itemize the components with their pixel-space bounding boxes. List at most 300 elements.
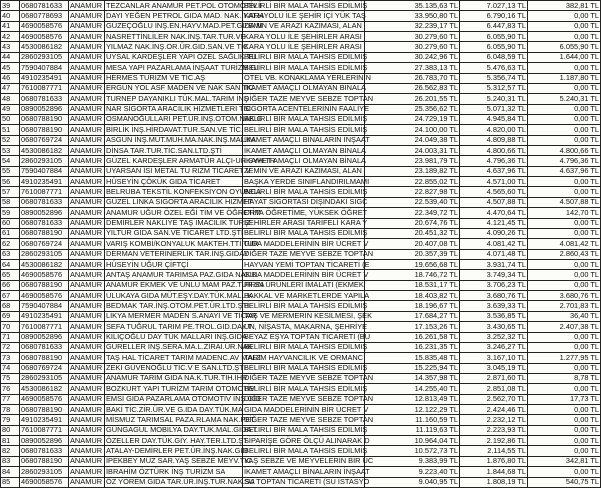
district-cell: ANAMUR <box>69 42 105 52</box>
activity-cell: BELİRLİ BİR MALA TAHSİS EDİLMİŞ <box>244 52 368 62</box>
table-row <box>1 477 601 487</box>
table-row <box>1 94 601 104</box>
tax-2-cell: 1.277,95 TL <box>528 353 601 363</box>
row-number-cell: 57 <box>1 187 20 197</box>
tax-number-cell: 0680788190 <box>20 125 69 135</box>
table-row <box>1 405 601 415</box>
tax-number-cell: 4530086182 <box>20 146 69 156</box>
company-name-cell: TURNEP DAYANIKLI TÜK.MAL.TARIM İNŞ <box>106 93 249 103</box>
table-row <box>1 63 601 73</box>
table-row <box>1 104 601 114</box>
tax-2-cell: 0,00 TL <box>528 436 601 446</box>
row-number-cell: 81 <box>1 436 20 446</box>
tax-number-cell: 0890052896 <box>20 208 69 218</box>
district-cell: ANAMUR <box>69 446 105 456</box>
district-cell: ANAMUR <box>69 156 105 166</box>
activity-cell: DİĞER TAZE MEYVE SEBZE TOPTAN <box>244 249 374 259</box>
tax-number-cell: 0680788190 <box>20 228 69 238</box>
company-name-cell: GÜRELLER İNŞ.SERA.MA.L.ZİRAİ.ÜR.NAK <box>106 342 253 352</box>
company-name-cell: ÖZELLER DAY.TÜK.GİY. HAY.TER.LTD.ŞT <box>106 435 248 445</box>
district-cell: ANAMUR <box>69 218 105 228</box>
activity-cell: BELİRLİ BİR MALA TAHSİS EDİLMİŞ <box>244 124 368 134</box>
amount-cell: 9.040,95 TL <box>365 477 460 487</box>
tax-1-cell: 6.055,90 TL <box>460 32 528 42</box>
tax-1-cell: 3.706,23 TL <box>460 280 528 290</box>
table-row <box>1 425 601 435</box>
district-cell: ANAMUR <box>69 83 105 93</box>
district-cell: ANAMUR <box>69 208 105 218</box>
table-row <box>1 332 601 342</box>
tax-number-cell: 0680788190 <box>20 405 69 415</box>
row-number-cell: 54 <box>1 156 20 166</box>
activity-cell: SU TOPTAN TİCARETİ (SU İSTASYO <box>244 477 370 487</box>
table-row <box>1 114 601 124</box>
tax-2-cell: 0,00 TL <box>528 135 601 145</box>
tax-2-cell: 0,00 TL <box>528 114 601 124</box>
district-cell: ANAMUR <box>69 425 105 435</box>
tax-1-cell: 2.223,93 TL <box>460 425 528 435</box>
tax-1-cell: 4.809,88 TL <box>460 135 528 145</box>
tax-number-cell: 7610087771 <box>20 322 69 332</box>
activity-cell: UN, NİŞASTA, MAKARNA, ŞEHRİYE <box>244 321 368 331</box>
activity-cell: FIRIN ÜRÜNLERİ İMALATI (EKMEK <box>244 280 364 290</box>
district-cell: ANAMUR <box>69 373 105 383</box>
row-number-cell: 72 <box>1 342 20 352</box>
row-number-cell: 42 <box>1 32 20 42</box>
table-row <box>1 291 601 301</box>
table-row <box>1 446 601 456</box>
company-name-cell: BEDMAK TAR.İNŞ.OTOM.PET.ÜR.LTD.ŞTİ. <box>106 300 252 310</box>
row-number-cell: 83 <box>1 456 20 466</box>
amount-cell: 30.279,60 TL <box>365 32 460 42</box>
amount-cell: 12.122,29 TL <box>365 405 460 415</box>
company-name-cell: HÜSEYİN UĞUR ÇİFTÇİ <box>105 259 243 269</box>
table-row <box>1 156 601 166</box>
company-name-cell: OSMANOĞULLARI PET.ÜR.İNŞ.OTOM.NAK.G <box>106 114 263 124</box>
company-name-cell: NASRETTİNLİLER NAK.İNŞ.TAR.TUR.VE <box>106 31 246 41</box>
tax-number-cell: 4530086182 <box>20 259 69 269</box>
amount-cell: 11.119,63 TL <box>365 425 460 435</box>
tax-number-cell: 0680769724 <box>20 363 69 373</box>
table-row <box>1 146 601 156</box>
row-number-cell: 78 <box>1 405 20 415</box>
district-cell: ANAMUR <box>69 73 105 83</box>
row-number-cell: 50 <box>1 114 20 124</box>
tax-2-cell: 0,00 TL <box>528 259 601 269</box>
company-name-cell: MİSMUZ TARIMSAL PAZA.RLAMA NAK.PET. <box>106 414 257 424</box>
amount-cell: 22.539,40 TL <box>365 197 460 207</box>
tax-2-cell: 0,00 TL <box>528 21 601 31</box>
table-row <box>1 280 601 290</box>
district-cell: ANAMUR <box>69 239 105 249</box>
district-cell: ANAMUR <box>69 187 105 197</box>
table-row <box>1 11 601 21</box>
activity-cell: TAŞ VE MERMERİN KESİLMESİ, ŞEK <box>244 311 372 321</box>
activity-cell: ŞEHİRLER ARASI TARİFELİ KARA Y <box>244 218 368 228</box>
amount-cell: 23.981,79 TL <box>365 156 460 166</box>
activity-cell: BELİRLİ BİR MALA TAHSİS EDİLMİŞ <box>244 0 368 10</box>
row-number-cell: 75 <box>1 373 20 383</box>
amount-cell: 11.160,59 TL <box>365 415 460 425</box>
activity-cell: BELİRLİ BİR MALA TAHSİS EDİLMİŞ <box>244 445 368 455</box>
row-number-cell: 66 <box>1 280 20 290</box>
district-cell: ANAMUR <box>69 177 105 187</box>
tax-2-cell: 0,00 TL <box>528 270 601 280</box>
company-name-cell: GÜZEÇOĞLU İNŞ.EN.HAYV.MAD.PET.GIDA M <box>106 21 263 31</box>
company-name-cell: ANAMUR UĞUR ÖZEL EĞİ TİM VE ÖĞRETİM <box>106 207 261 217</box>
amount-cell: 32.239,17 TL <box>365 21 460 31</box>
tax-number-cell: 4690058576 <box>20 270 69 280</box>
district-cell: ANAMUR <box>69 114 105 124</box>
amount-cell: 20.674,76 TL <box>365 218 460 228</box>
amount-cell: 9.383,99 TL <box>365 456 460 466</box>
activity-cell: BELİRLİ BİR MALA TAHSİS EDİLMİŞ <box>244 342 368 352</box>
company-name-cell: BELRUBA TEKSTİL KONFEKSİYON OYUNCA <box>106 187 261 196</box>
activity-cell: HAYVAN YEMİ TOPTAN TİCARETİ (E <box>244 259 370 269</box>
row-number-cell: 73 <box>1 353 20 363</box>
tax-2-cell: 0,00 TL <box>528 405 601 415</box>
amount-cell: 24.729,19 TL <box>365 114 460 124</box>
tax-1-cell: 3.536,85 TL <box>460 311 528 321</box>
row-number-cell: 68 <box>1 301 20 311</box>
row-number-cell: 77 <box>1 394 20 404</box>
district-cell: ANAMUR <box>69 259 105 269</box>
tax-number-cell: 2860293105 <box>20 156 69 166</box>
amount-cell: 24.003,31 TL <box>365 146 460 156</box>
tax-2-cell: 3.680,76 TL <box>528 291 601 301</box>
company-name-cell: İBRAHİM ÖZTÜRK İNŞ TURİZM SA <box>105 467 243 477</box>
row-number-cell: 48 <box>1 94 20 104</box>
tax-number-cell: 4910235491 <box>20 415 69 425</box>
tax-2-cell: 0,00 TL <box>528 218 601 228</box>
tax-2-cell: 0,00 TL <box>528 187 601 197</box>
activity-cell: DİĞER TAZE MEYVE SEBZE TOPTAN <box>244 93 374 103</box>
amount-cell: 9.223,40 TL <box>365 467 460 477</box>
table-row <box>1 21 601 31</box>
company-name-cell: ASGÜN İNŞ.MÜT.MÜH.MA.NAK.İNŞ.MAL.İM <box>106 135 256 145</box>
tax-2-cell: 4.796,36 TL <box>528 156 601 166</box>
activity-cell: İKAMET AMAÇLI BİNALARIN İNŞAAT <box>244 135 370 145</box>
tax-2-cell: 0,00 TL <box>528 83 601 93</box>
district-cell: ANAMUR <box>69 52 105 62</box>
tax-2-cell: 2.701,83 TL <box>528 301 601 311</box>
amount-cell: 26.201,55 TL <box>365 94 460 104</box>
tax-number-cell: 0680781633 <box>20 197 69 207</box>
amount-cell: 22.349,72 TL <box>365 208 460 218</box>
amount-cell: 17.153,26 TL <box>365 322 460 332</box>
company-name-cell: ATALAY-DEMİRLER PET.ÜR.İNŞ.NAK.GID <box>106 445 248 455</box>
tax-1-cell: 4.820,00 TL <box>460 125 528 135</box>
district-cell: ANAMUR <box>69 63 105 73</box>
company-name-cell: BOZKURT YAPI TURİZM TARIM OTOMOTİV <box>106 383 255 393</box>
company-name-cell: GÜZEL KARDEŞLER ARMATÜR ALÇI-UR.SYH.TR <box>106 155 276 165</box>
tax-number-cell: 0680781633 <box>20 94 69 104</box>
tax-1-cell: 2.114,55 TL <box>460 446 528 456</box>
district-cell: ANAMUR <box>69 135 105 145</box>
amount-cell: 17.684,27 TL <box>365 311 460 321</box>
amount-cell: 20.407,08 TL <box>365 239 460 249</box>
tax-1-cell: 4.121,45 TL <box>460 218 528 228</box>
tax-2-cell: 1.644,00 TL <box>528 52 601 62</box>
district-cell: ANAMUR <box>69 249 105 259</box>
tax-1-cell: 1.808,19 TL <box>460 477 528 487</box>
district-cell: ANAMUR <box>69 280 105 290</box>
tax-1-cell: 2.851,08 TL <box>460 384 528 394</box>
tax-2-cell: 0,00 TL <box>528 125 601 135</box>
table-row <box>1 436 601 446</box>
company-name-cell: ANAMUR TARIM GIDA NA.K.TUR.TİH.İHR <box>106 373 248 383</box>
company-name-cell: UYSAL KARDEŞLER YAPI ÖZEL SAĞLIK TU <box>106 52 257 62</box>
district-cell: ANAMUR <box>69 405 105 415</box>
table-row <box>1 42 601 52</box>
row-number-cell: 49 <box>1 104 20 114</box>
activity-cell: KARA YOLU İLE ŞEHİRLER ARASI <box>243 42 365 52</box>
company-name-cell: TEZCANLAR ANAMUR PET.POL OTOMOTİV İ <box>106 0 262 10</box>
tax-number-cell: 0680781633 <box>20 218 69 228</box>
amount-cell: 24.049,38 TL <box>365 135 460 145</box>
activity-cell: GIDA MADDELERİNİN BİR ÜCRET V <box>244 404 369 414</box>
table-row <box>1 125 601 135</box>
district-cell: ANAMUR <box>69 1 105 11</box>
amount-cell: 22.827,98 TL <box>365 187 460 197</box>
tax-number-cell: 2860293105 <box>20 373 69 383</box>
amount-cell: 18.531,17 TL <box>365 280 460 290</box>
tax-1-cell: 5.071,32 TL <box>460 104 528 114</box>
tax-1-cell: 3.430,65 TL <box>460 322 528 332</box>
tax-1-cell: 6.447,83 TL <box>460 21 528 31</box>
tax-number-cell: 0680769724 <box>20 135 69 145</box>
amount-cell: 26.783,70 TL <box>365 73 460 83</box>
tax-number-cell: 7610087771 <box>20 83 69 93</box>
amount-cell: 10.964,04 TL <box>365 436 460 446</box>
tax-1-cell: 3.749,34 TL <box>460 270 528 280</box>
tax-2-cell: 36,40 TL <box>528 311 601 321</box>
amount-cell: 35.135,63 TL <box>365 1 460 11</box>
tax-2-cell: 0,00 TL <box>528 446 601 456</box>
activity-cell: İKAMET AMAÇLI OLMAYAN BİNALA <box>244 155 366 165</box>
amount-cell: 30.279,60 TL <box>365 42 460 52</box>
tax-number-cell: 4690058576 <box>20 394 69 404</box>
tax-1-cell: 3.680,76 TL <box>460 291 528 301</box>
table-row <box>1 322 601 332</box>
row-number-cell: 76 <box>1 384 20 394</box>
district-cell: ANAMUR <box>69 125 105 135</box>
activity-cell: BELİRLİ BİR MALA TAHSİS EDİLMİŞ <box>244 383 368 393</box>
row-number-cell: 43 <box>1 42 20 52</box>
table-row <box>1 1 601 11</box>
district-cell: ANAMUR <box>69 291 105 301</box>
district-cell: ANAMUR <box>69 363 105 373</box>
company-name-cell: BAKİ TİC.ZİR.ÜR.VE G.IDA DAY.TÜK.MA <box>106 404 243 414</box>
tax-2-cell: 4.800,66 TL <box>528 146 601 156</box>
tax-number-cell: 7590407884 <box>20 166 69 176</box>
table-row <box>1 135 601 145</box>
tax-1-cell: 4.800,66 TL <box>460 146 528 156</box>
row-number-cell: 69 <box>1 311 20 321</box>
tax-number-cell: 4910235491 <box>20 177 69 187</box>
tax-number-cell: 2860293105 <box>20 52 69 62</box>
row-number-cell: 79 <box>1 415 20 425</box>
tax-number-cell: 4910235491 <box>20 73 69 83</box>
table-row <box>1 73 601 83</box>
row-number-cell: 85 <box>1 477 20 487</box>
company-name-cell: ULUKAYA GIDA MÜT.EŞY.DAY.TÜK.MALL K <box>106 290 253 300</box>
table-row <box>1 52 601 62</box>
tax-2-cell: 17,73 TL <box>528 394 601 404</box>
tax-2-cell: 0,00 TL <box>528 11 601 21</box>
tax-2-cell: 8,78 TL <box>528 373 601 383</box>
row-number-cell: 41 <box>1 21 20 31</box>
table-row <box>1 249 601 259</box>
tax-2-cell: 342,81 TL <box>528 456 601 466</box>
district-cell: ANAMUR <box>69 353 105 363</box>
tax-2-cell: 0,00 TL <box>528 363 601 373</box>
tax-1-cell: 6.790,16 TL <box>460 11 528 21</box>
activity-cell: SİPARİŞE GÖRE ÖLÇÜ ALINARAK D <box>244 435 370 445</box>
row-number-cell: 59 <box>1 208 20 218</box>
table-row <box>1 415 601 425</box>
tax-1-cell: 3.045,19 TL <box>460 363 528 373</box>
table-row <box>1 239 601 249</box>
district-cell: ANAMUR <box>69 456 105 466</box>
tax-1-cell: 1.876,80 TL <box>460 456 528 466</box>
tax-1-cell: 4.081,42 TL <box>460 239 528 249</box>
tax-1-cell: 4.796,36 TL <box>460 156 528 166</box>
tax-1-cell: 2.232,12 TL <box>460 415 528 425</box>
row-number-cell: 44 <box>1 52 20 62</box>
amount-cell: 24.100,00 TL <box>365 125 460 135</box>
tax-1-cell: 2.871,60 TL <box>460 373 528 383</box>
tax-1-cell: 4.507,88 TL <box>460 197 528 207</box>
company-name-cell: DEMİRLER NAKLİYE TAŞ IMACILIK TURİZ <box>106 218 251 228</box>
tax-number-cell: 0680781633 <box>20 1 69 11</box>
tax-1-cell: 4.571,00 TL <box>460 177 528 187</box>
district-cell: ANAMUR <box>69 332 105 342</box>
tax-2-cell: 0,00 TL <box>528 415 601 425</box>
row-number-cell: 52 <box>1 135 20 145</box>
district-cell: ANAMUR <box>69 94 105 104</box>
tax-2-cell: 0,00 TL <box>528 342 601 352</box>
tax-1-cell: 4.565,60 TL <box>460 187 528 197</box>
company-name-cell: LİKYA MERMER MADEN S.ANAYİ VE TİCAR <box>106 311 257 321</box>
row-number-cell: 74 <box>1 363 20 373</box>
company-name-cell: BİRLİK İNŞ.HİRDAVAT.TUR.SAN.VE TİC. <box>106 124 244 134</box>
tax-2-cell: 4.081,42 TL <box>528 239 601 249</box>
row-number-cell: 84 <box>1 467 20 477</box>
company-name-cell: ANTAŞ ANAMUR TARIMSA PAZ.GIDA NAK.K <box>106 269 258 279</box>
activity-cell: BELİRLİ BİR MALA TAHSİS EDİLMİŞ <box>244 425 368 435</box>
tax-1-cell: 2.424,46 TL <box>460 405 528 415</box>
tax-1-cell: 6.048,59 TL <box>460 52 528 62</box>
table-row <box>1 228 601 238</box>
table-row <box>1 32 601 42</box>
activity-cell: İKAMET AMAÇLI OLMAYAN BİNALA <box>244 145 366 155</box>
activity-cell: KARA YOLU İLE ŞEHİRLER ARASI <box>243 32 365 42</box>
tax-1-cell: 3.252,32 TL <box>460 332 528 342</box>
district-cell: ANAMUR <box>69 32 105 42</box>
tax-2-cell: 0,00 TL <box>528 467 601 477</box>
activity-cell: BELİRLİ BİR MALA TAHSİS EDİLMİŞ <box>244 62 368 72</box>
tax-2-cell: 4.507,88 TL <box>528 197 601 207</box>
tax-2-cell: 5.240,31 TL <box>528 94 601 104</box>
activity-cell: BELİRLİ BİR MALA TAHSİS EDİLMİŞ <box>244 114 368 124</box>
activity-cell: BELİRLİ BİR MALA TAHSİS EDİLMİŞ <box>244 187 368 196</box>
district-cell: ANAMUR <box>69 394 105 404</box>
amount-cell: 10.572,73 TL <box>365 446 460 456</box>
company-name-cell: EMSİ GIDA PAZARLAMA OTOMOTİV İNŞ.GID <box>106 394 261 404</box>
row-number-cell: 63 <box>1 249 20 259</box>
row-number-cell: 60 <box>1 218 20 228</box>
tax-number-cell: 0680781633 <box>20 446 69 456</box>
tax-1-cell: 4.637,96 TL <box>460 166 528 176</box>
tax-number-cell: 0680788190 <box>20 353 69 363</box>
table-row <box>1 456 601 466</box>
row-number-cell: 40 <box>1 11 20 21</box>
table-row <box>1 166 601 176</box>
tax-2-cell: 0,00 TL <box>528 384 601 394</box>
district-cell: ANAMUR <box>69 166 105 176</box>
row-number-cell: 67 <box>1 291 20 301</box>
company-name-cell: ZEKİ GÜVENOĞLU TİC.V E SAN.LTD.ŞTİ. <box>106 363 248 373</box>
tax-2-cell: 6.055,90 TL <box>528 42 601 52</box>
amount-cell: 26.562,83 TL <box>365 83 460 93</box>
table-row <box>1 259 601 269</box>
tax-1-cell: 7.027,13 TL <box>460 1 528 11</box>
tax-1-cell: 2.192,86 TL <box>460 436 528 446</box>
row-number-cell: 55 <box>1 166 20 176</box>
tax-number-cell: 0890052896 <box>20 104 69 114</box>
row-number-cell: 46 <box>1 73 20 83</box>
tax-number-cell: 0680788190 <box>20 280 69 290</box>
district-cell: ANAMUR <box>69 436 105 446</box>
activity-cell: DİĞER TAZE MEYVE SEBZE TOPTAN <box>244 414 374 424</box>
amount-cell: 23.189,82 TL <box>365 166 460 176</box>
company-name-cell: DAYI YEĞEN PETROL GIDA MAD. NAK. YAT.H <box>106 10 264 20</box>
row-number-cell: 62 <box>1 239 20 249</box>
row-number-cell: 65 <box>1 270 20 280</box>
tax-number-cell: 0680769724 <box>20 239 69 249</box>
company-name-cell: İPEKBEY MÜZ SAR.YAŞ SEBZE MEYV.TİC <box>106 456 252 466</box>
amount-cell: 19.656,68 TL <box>365 259 460 269</box>
tax-number-cell: 2860293105 <box>20 249 69 259</box>
amount-cell: 18.746,72 TL <box>365 270 460 280</box>
tax-number-cell: 0890052896 <box>20 436 69 446</box>
activity-cell: GIDA MADDELERİNİN BİR ÜCRET V <box>244 238 369 248</box>
district-cell: ANAMUR <box>69 384 105 394</box>
table-row <box>1 218 601 228</box>
tax-2-cell: 0,00 TL <box>528 104 601 114</box>
district-cell: ANAMUR <box>69 467 105 477</box>
tax-1-cell: 4.470,64 TL <box>460 208 528 218</box>
table-row <box>1 311 601 321</box>
table-row <box>1 363 601 373</box>
row-number-cell: 61 <box>1 228 20 238</box>
table-row <box>1 301 601 311</box>
tax-1-cell: 1.844,68 TL <box>460 467 528 477</box>
district-cell: ANAMUR <box>69 342 105 352</box>
row-number-cell: 70 <box>1 322 20 332</box>
tax-number-cell: 0680788190 <box>20 456 69 466</box>
company-name-cell: YILTUR GIDA SAN.VE TİCARET LTD.ŞTİ <box>106 228 244 238</box>
district-cell: ANAMUR <box>69 322 105 332</box>
activity-cell: ZEMİN VE ARAZİ KAZIMASI, ALAN <box>243 166 365 176</box>
table-row <box>1 467 601 477</box>
company-name-cell: DİNSA TAR.TUR.TİC.SAN.LTD.ŞTİ <box>105 146 243 156</box>
activity-cell: BELİRLİ BİR MALA TAHSİS EDİLMİŞ <box>244 228 368 238</box>
row-number-cell: 80 <box>1 425 20 435</box>
activity-cell: DİĞER TAZE MEYVE SEBZE TOPTAN <box>244 373 374 383</box>
amount-cell: 12.813,49 TL <box>365 394 460 404</box>
